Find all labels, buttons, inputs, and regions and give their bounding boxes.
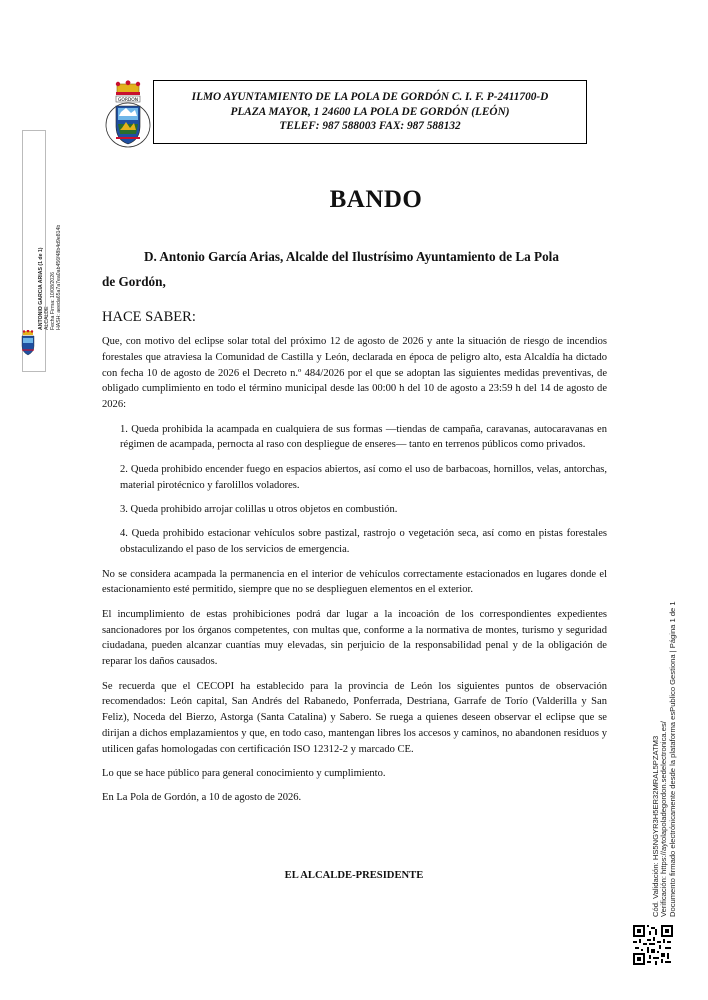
validation-note: Documento firmado electrónicamente desde la plataforma esPublico Gestiona | Página 1 de 1 [667, 601, 677, 917]
stamp-role: ALCALDE [44, 306, 50, 330]
intro-paragraph: Que, con motivo del eclipse solar total del próximo 12 de agosto de 2026 y ante la situación de riesgo de incendios forestales que atraviesa la Comunidad de Castilla y León, declarada en época de peligro alto, esta Alcaldía ha dictado con fecha 10 de agosto de 2026 el Decreto n.º 484/2026 por el que se adoptan las siguientes medidas preventivas, de obligado cumplimiento en todo el término municipal desde las 00:00 h del 10 de agosto a 23:59 h del 14 de agosto de 2026: [102, 336, 607, 411]
validation-url[interactable]: Verificación: https://aytolapoladegordon.sedelectronica.es/ [659, 721, 669, 917]
sanctions-paragraph: El incumplimiento de estas prohibiciones podrá dar lugar a la incoación de los correspondientes expedientes sancionadores por los órganos competentes, con multas que, conforme a la normativa de montes, turismo y seguridad ciudadana, pueden alcanzar cuantías muy elevadas, sin perjuicio de la responsabilidad penal y de la obligación de reparar los daños causados. [102, 608, 607, 668]
mayor-heading [102, 244, 610, 294]
measure-item-1: 1. Queda prohibida la acampada en cualquiera de sus formas —tiendas de campaña, caravanas, autocaravanas en régimen de acampada, pernocta al raso con despliegue de enseres— tanto en terrenos públicos como privados. [120, 423, 607, 451]
measure-item-3: 3. Queda prohibido arrojar colillas u otros objetos en combustión. [120, 503, 398, 515]
observation-points-paragraph: Se recuerda que el CECOPI ha establecido para la provincia de León los siguientes puntos de observación recomendados: León capital, San Andrés del Rabanedo, Ponferrada, Destriana, Garrafe de Torío (Valderilla y San Feliz), Noceda del Bierzo, Astorga (Santa Catalina) y Sabero. Se ruega a quienes deseen observar el eclipse que se dirijan a dichos emplazamientos y que, en todo caso, mantengan libres los accesos y caminos, no abandonen residuos y utilicen gafas homologadas con certificación ISO 12312-2 y marcado CE. [102, 680, 607, 755]
qr-code-icon [633, 925, 673, 965]
small-crest-icon [19, 330, 37, 356]
letterhead-box [153, 80, 587, 144]
validation-code: Cód. Validación: HS5NGYR3H5ER32MRAL5PZATM3 [651, 735, 660, 917]
stamp-hash: HASH: aeeda65a7a7ea0ab456f48b4d9e814b [56, 224, 62, 330]
letterhead-line-2: PLAZA MAYOR, 1 24600 LA POLA DE GORDÓN (LEÓN) [230, 105, 510, 118]
stamp-text [38, 225, 62, 330]
crest-ribbon-text: GORDON [117, 98, 139, 103]
hace-saber-label: HACE SABER: [102, 309, 196, 325]
mayor-heading-line-1: D. Antonio García Arias, Alcalde del Ilustrísimo Ayuntamiento de La Pola [144, 249, 559, 264]
municipal-crest-icon [104, 80, 152, 154]
measure-item-2: 2. Queda prohibido encender fuego en espacios abiertos, así como el uso de barbacoas, hornillos, velas, antorchas, material pirotécnico y farolillos voladores. [120, 463, 607, 491]
letterhead-line-1: ILMO AYUNTAMIENTO DE LA POLA DE GORDÓN C. I. F. P-2411700-D [191, 91, 549, 104]
mayor-heading-line-2: de Gordón, [102, 274, 166, 289]
measure-item-4: 4. Queda prohibido estacionar vehículos sobre pastizal, rastrojo o vegetación seca, así como en pistas forestales obstaculizando el paso de los servicios de emergencia. [120, 528, 607, 556]
validation-text [652, 601, 677, 917]
stamp-signer: ANTONIO GARCIA ARIAS (1 de 1) [38, 247, 44, 330]
document-body [102, 334, 607, 815]
letterhead-line-3: TELEF: 987 588003 FAX: 987 588132 [279, 120, 461, 133]
document-title: BANDO [329, 186, 423, 213]
vehicles-paragraph: No se considera acampada la permanencia en el interior de vehículos correctamente estacionados en lugares donde el estacionamiento esté permitido, siempre que no se desplieguen elementos en el exterior. [102, 568, 607, 596]
signature-title: EL ALCALDE-PRESIDENTE [284, 870, 424, 881]
stamp-date: Fecha Firma: 10/08/2026 [50, 272, 56, 330]
place-date-paragraph: En La Pola de Gordón, a 10 de agosto de 2026. [102, 792, 302, 804]
publication-paragraph: Lo que se hace público para general conocimiento y cumplimiento. [102, 768, 386, 780]
